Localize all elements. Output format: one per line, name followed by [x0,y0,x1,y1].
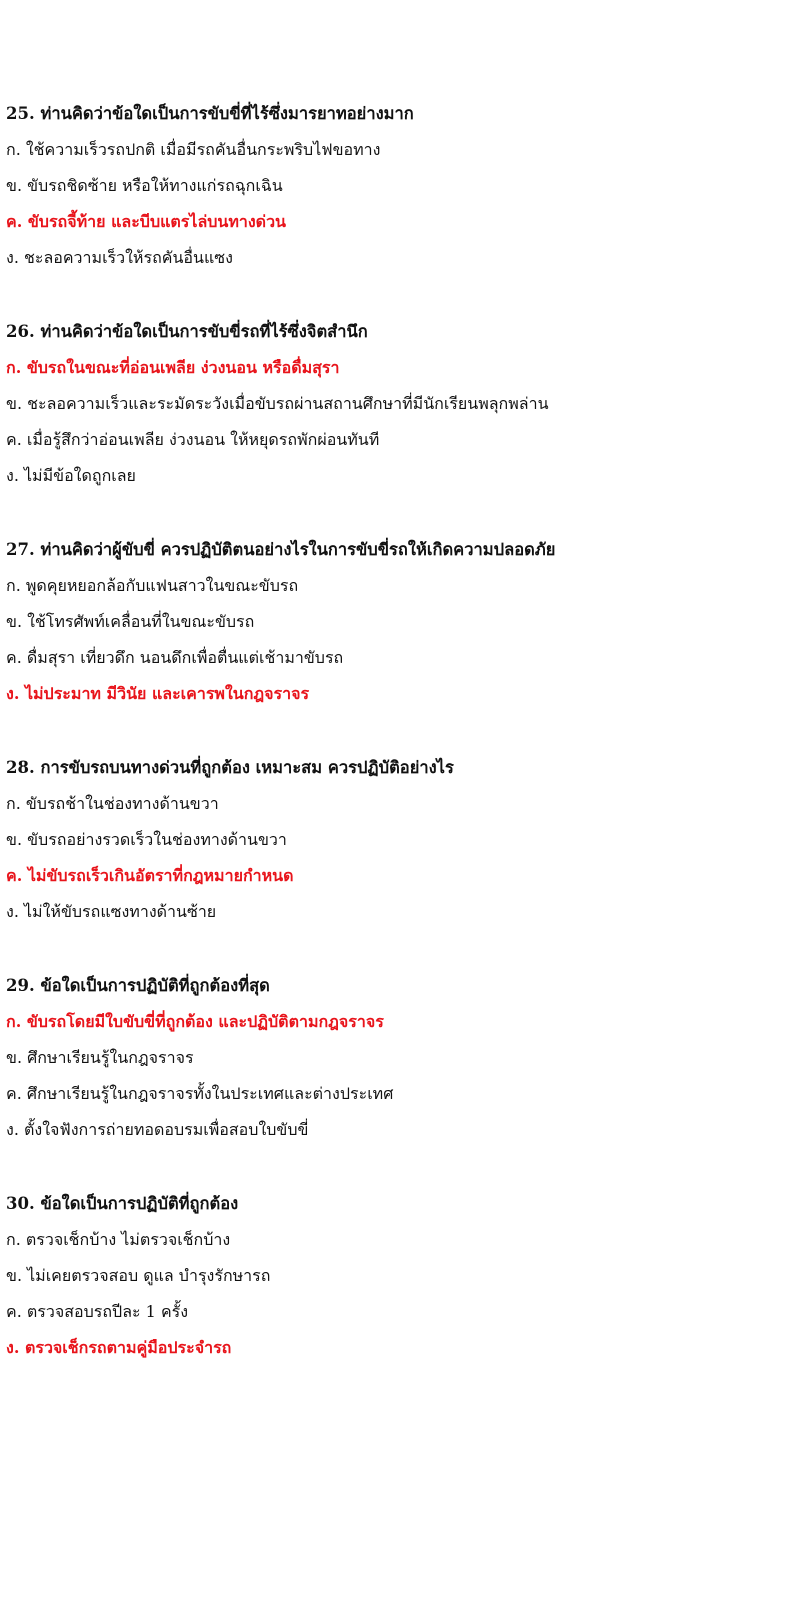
choice-d-correct: ง. ตรวจเช็กรถตามคู่มือประจำรถ [6,1338,232,1357]
choice-a-correct: ก. ขับรถโดยมีใบขับขี่ที่ถูกต้อง และปฏิบัติตามกฎจราจร [6,1012,384,1031]
choice-c: ค. ดื่มสุรา เที่ยวดึก นอนดึกเพื่อตื่นแต่เช้ามาขับรถ [6,648,344,667]
choice-c: ค. ศึกษาเรียนรู้ในกฎจราจรทั้งในประเทศและต่างประเทศ [6,1084,394,1103]
question-title: 28. การขับรถบนทางด่วนที่ถูกต้อง เหมาะสม ควรปฏิบัติอย่างไร [6,758,454,777]
choice-d: ง. ตั้งใจฟังการถ่ายทอดอบรมเพื่อสอบใบขับขี่ [6,1120,309,1139]
choice-d: ง. ไม่มีข้อใดถูกเลย [6,466,136,485]
question-title: 26. ท่านคิดว่าข้อใดเป็นการขับขี่รถที่ไร้ซึ่งจิตสำนึก [6,322,368,341]
question-26 [6,314,794,494]
choice-a-correct: ก. ขับรถในขณะที่อ่อนเพลีย ง่วงนอน หรือดื่มสุรา [6,358,340,377]
choice-d: ง. ไม่ให้ขับรถแซงทางด้านซ้าย [6,902,217,921]
choice-d: ง. ชะลอความเร็วให้รถคันอื่นแซง [6,248,233,267]
question-title: 25. ท่านคิดว่าข้อใดเป็นการขับขี่ที่ไร้ซึ่งมารยาทอย่างมาก [6,104,414,123]
choice-d-correct: ง. ไม่ประมาท มีวินัย และเคารพในกฎจราจร [6,684,310,703]
choice-b: ข. ไม่เคยตรวจสอบ ดูแล บำรุงรักษารถ [6,1266,271,1285]
choice-c-correct: ค. ไม่ขับรถเร็วเกินอัตราที่กฎหมายกำหนด [6,866,294,885]
question-27 [6,532,794,712]
choice-a: ก. ขับรถช้าในช่องทางด้านขวา [6,794,219,813]
choice-b: ข. ขับรถชิดซ้าย หรือให้ทางแก่รถฉุกเฉิน [6,176,283,195]
question-25 [6,96,794,276]
choice-b: ข. ใช้โทรศัพท์เคลื่อนที่ในขณะขับรถ [6,612,255,631]
choice-b: ข. ขับรถอย่างรวดเร็วในช่องทางด้านขวา [6,830,287,849]
choice-a: ก. พูดคุยหยอกล้อกับแฟนสาวในขณะขับรถ [6,576,299,595]
question-29 [6,968,794,1148]
choice-a: ก. ใช้ความเร็วรถปกติ เมื่อมีรถคันอื่นกระพริบไฟขอทาง [6,140,381,159]
choice-b: ข. ชะลอความเร็วและระมัดระวังเมื่อขับรถผ่านสถานศึกษาที่มีนักเรียนพลุกพล่าน [6,394,549,413]
choice-a: ก. ตรวจเช็กบ้าง ไม่ตรวจเช็กบ้าง [6,1230,231,1249]
choice-b: ข. ศึกษาเรียนรู้ในกฎจราจร [6,1048,194,1067]
question-title: 30. ข้อใดเป็นการปฏิบัติที่ถูกต้อง [6,1194,239,1213]
question-30 [6,1186,794,1366]
choice-c: ค. เมื่อรู้สึกว่าอ่อนเพลีย ง่วงนอน ให้หยุดรถพักผ่อนทันที [6,430,380,449]
question-28 [6,750,794,930]
choice-c: ค. ตรวจสอบรถปีละ 1 ครั้ง [6,1302,189,1321]
question-title: 29. ข้อใดเป็นการปฏิบัติที่ถูกต้องที่สุด [6,976,270,995]
question-title: 27. ท่านคิดว่าผู้ขับขี่ ควรปฏิบัติตนอย่างไรในการขับขี่รถให้เกิดความปลอดภัย [6,540,556,559]
choice-c-correct: ค. ขับรถจี้ท้าย และบีบแตรไล่บนทางด่วน [6,212,286,231]
